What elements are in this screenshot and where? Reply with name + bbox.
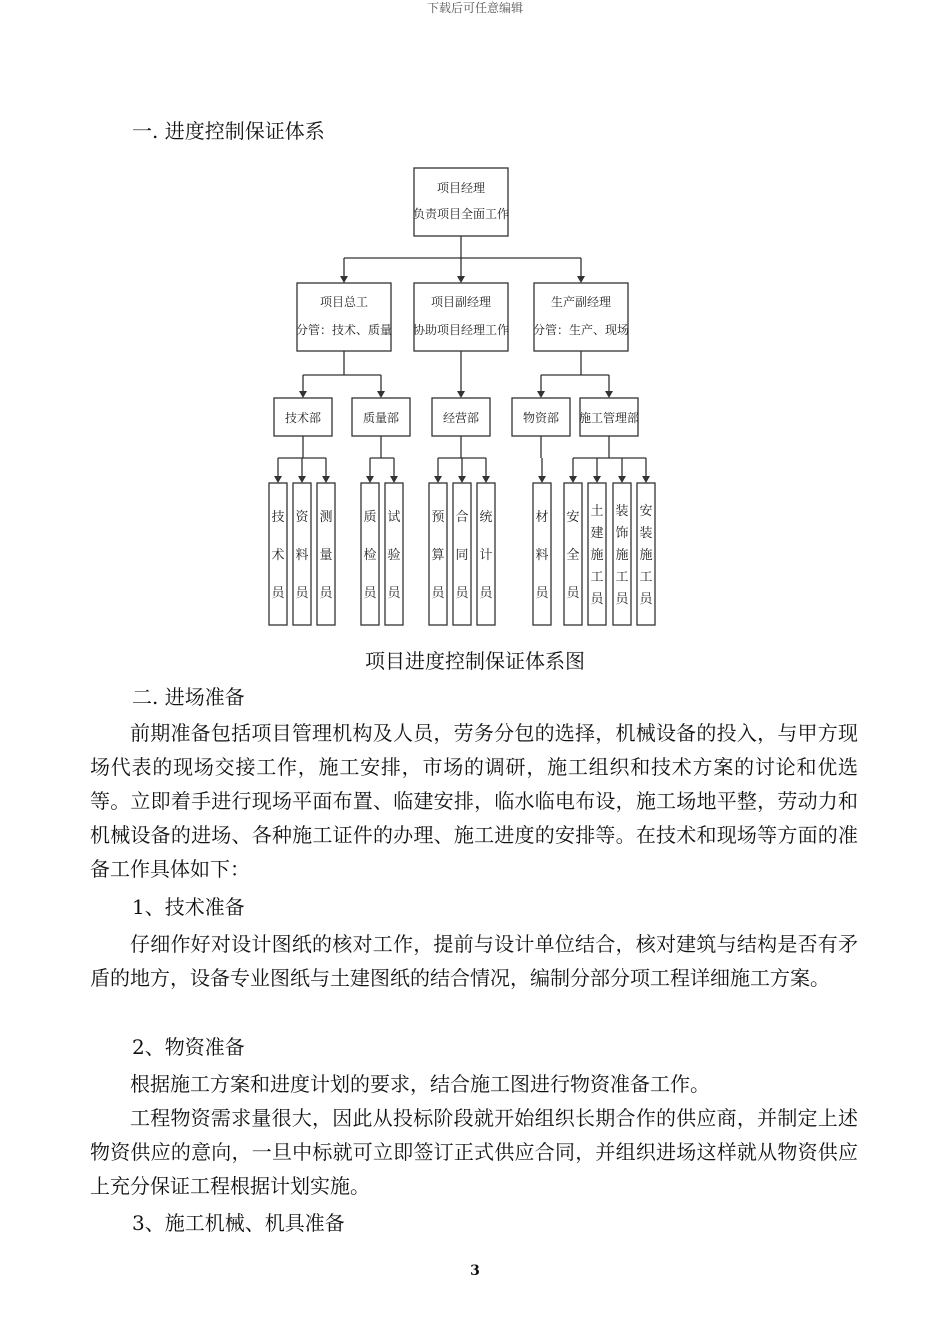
arrow-head <box>593 476 601 483</box>
subheading-material-prep: 2、物资准备 <box>132 1035 245 1059</box>
org-chart <box>0 0 950 660</box>
watermark-text: 下载后可任意编辑 <box>426 1 523 15</box>
arrow-head <box>457 391 465 398</box>
arrow-head <box>642 476 650 483</box>
org-chart-caption: 项目进度控制保证体系图 <box>365 649 585 673</box>
subheading-technical-prep: 1、技术准备 <box>132 895 245 919</box>
documentation-clerk-label: 资料员 <box>295 510 309 601</box>
intro-paragraph: 前期准备包括项目管理机构及人员，劳务分包的选择，机械设备的投入，与甲方现场代表的现场交接工作，施工安排，市场的调研，施工组织和技术方案的讨论和优选等。立即着手进行现场平面布置、临建安排，临水临电布设，施工场地平整，劳动力和机械设备的进场、各种施工证件的办理、施工进度的安排等。在技术和现场等方面的准备工作具体如下： <box>90 721 858 881</box>
project-manager-box <box>414 168 508 236</box>
material-prep-paragraph-2: 工程物资需求量很大，因此从投标阶段就开始组织长期合作的供应商，并制定上述物资供应的意向，一旦中标就可立即签订正式供应合同，并组织进场这样就从物资供应上充分保证工程根据计划实施。 <box>90 1106 858 1198</box>
production-manager-box <box>534 283 628 351</box>
deputy-manager-duty: 协助项目经理工作 <box>412 323 510 337</box>
production-manager-title: 生产副经理 <box>550 295 612 309</box>
project-manager-title: 项目经理 <box>436 181 486 195</box>
safety-officer-label: 安全员 <box>566 510 580 601</box>
arrow-head <box>537 391 545 398</box>
material-clerk-label: 材料员 <box>535 510 549 601</box>
statistician-label: 统计员 <box>479 510 493 601</box>
arrow-head <box>538 476 546 483</box>
material-dept-label: 物资部 <box>522 411 560 425</box>
installation-foreman-label: 安装施工员 <box>639 504 653 607</box>
arrow-head <box>322 476 330 483</box>
deputy-manager-box <box>414 283 508 351</box>
quality-dept-label: 质量部 <box>362 411 400 425</box>
subheading-machinery-prep: 3、施工机械、机具准备 <box>132 1211 345 1235</box>
deputy-manager-title: 项目副经理 <box>430 295 492 309</box>
arrow-head <box>298 476 306 483</box>
decoration-foreman-label: 装饰施工员 <box>615 504 629 607</box>
test-technician-label: 试验员 <box>387 510 401 601</box>
tech-dept-label: 技术部 <box>284 411 322 425</box>
arrow-head <box>390 476 398 483</box>
chief-engineer-title: 项目总工 <box>319 295 369 309</box>
arrow-head <box>577 276 585 283</box>
technician-label: 技术员 <box>271 510 285 601</box>
material-prep-paragraph-1: 根据施工方案和进度计划的要求，结合施工图进行物资准备工作。 <box>130 1072 710 1096</box>
project-manager-duty: 负责项目全面工作 <box>412 207 510 221</box>
civil-foreman-label: 土建施工员 <box>590 504 604 607</box>
page-number: 3 <box>470 1263 480 1279</box>
arrow-head <box>434 476 442 483</box>
technical-prep-paragraph: 仔细作好对设计图纸的核对工作，提前与设计单位结合，核对建筑与结构是否有矛盾的地方，设备专业图纸与土建图纸的结合情况，编制分部分项工程详细施工方案。 <box>90 932 858 990</box>
production-manager-duty: 分管：生产、现场 <box>532 323 630 337</box>
section-heading-1: 一. 进度控制保证体系 <box>132 119 325 143</box>
arrow-head <box>377 391 385 398</box>
section-heading-2: 二. 进场准备 <box>132 685 245 709</box>
arrow-head <box>569 476 577 483</box>
chief-engineer-box <box>297 283 391 351</box>
arrow-head <box>457 276 465 283</box>
arrow-head <box>299 391 307 398</box>
arrow-head <box>366 476 374 483</box>
surveyor-label: 测量员 <box>319 510 333 601</box>
arrow-head <box>618 476 626 483</box>
business-dept-label: 经营部 <box>442 411 480 425</box>
arrow-head <box>340 276 348 283</box>
quality-inspector-label: 质检员 <box>363 510 377 601</box>
contract-clerk-label: 合同员 <box>455 510 469 601</box>
budget-estimator-label: 预算员 <box>431 510 445 601</box>
arrow-head <box>482 476 490 483</box>
chief-engineer-duty: 分管：技术、质量 <box>295 323 393 337</box>
construction-dept-label: 施工管理部 <box>578 411 640 425</box>
arrow-head <box>274 476 282 483</box>
arrow-head <box>605 391 613 398</box>
arrow-head <box>458 476 466 483</box>
